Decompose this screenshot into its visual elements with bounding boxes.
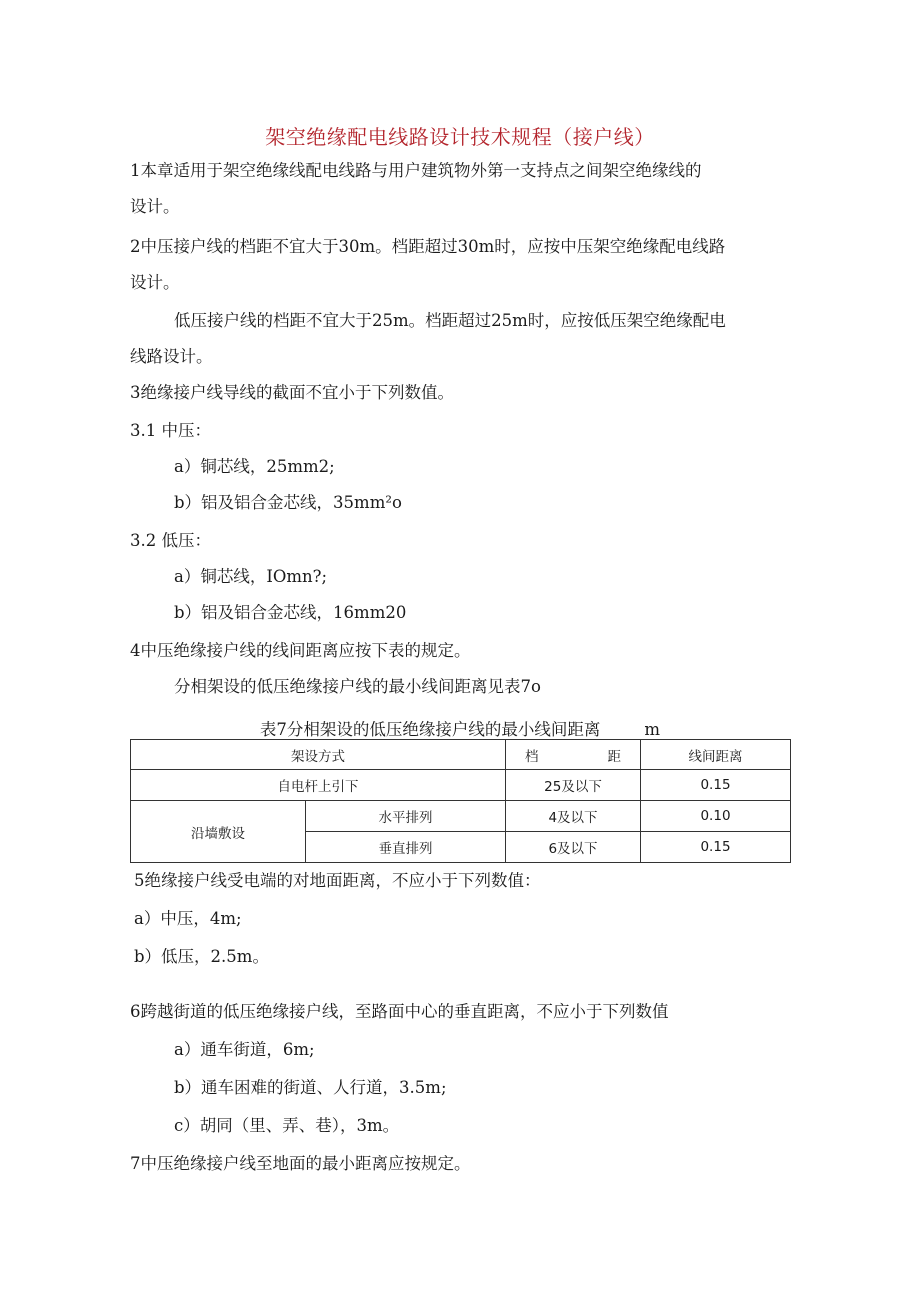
- clause-2-low-line-1: 低压接户线的档距不宜大于25m。档距超过25m时，应按低压架空绝缘配电: [174, 311, 726, 330]
- row-1-method: 自电杆上引下: [131, 770, 506, 801]
- header-spacing: 线间距离: [641, 740, 791, 770]
- clause-7-line: 7中压绝缘接户线至地面的最小距离应按规定。: [130, 1154, 471, 1173]
- row-2-sub: 水平排列: [306, 801, 506, 832]
- table-row: [131, 770, 791, 801]
- row-1-spacing: 0.15: [641, 770, 791, 801]
- table-caption-text: 表7分相架设的低压绝缘接户线的最小线间距离: [259, 720, 601, 739]
- clause-5-a: a）中压，4m;: [134, 909, 242, 928]
- row-3-spacing: 0.15: [641, 832, 791, 863]
- clause-5-line: 5绝缘接户线受电端的对地面距离，不应小于下列数值：: [134, 871, 541, 890]
- clause-3-1-heading: 3.1 中压：: [130, 421, 211, 440]
- clause-6-a: a）通车街道，6m;: [174, 1040, 315, 1059]
- clause-4-table-ref: 分相架设的低压绝缘接户线的最小线间距离见表7o: [174, 677, 541, 696]
- document-title: 架空绝缘配电线路设计技术规程（接户线）: [265, 125, 655, 149]
- row-1-span: 25及以下: [506, 770, 641, 801]
- clause-6-c: c）胡同（里、弄、巷），3m。: [174, 1116, 400, 1135]
- table-unit: m: [644, 720, 661, 739]
- spacing-table: [130, 739, 791, 863]
- clause-5-b: b）低压，2.5m。: [134, 947, 269, 966]
- clause-3-line: 3绝缘接户线导线的截面不宜小于下列数值。: [130, 383, 454, 402]
- row-3-sub: 垂直排列: [306, 832, 506, 863]
- table-row: [131, 801, 791, 832]
- clause-1-line-2: 设计。: [130, 197, 180, 216]
- clause-3-1-a: a）铜芯线，25mm2;: [174, 457, 335, 476]
- clause-3-2-b: b）铝及铝合金芯线，16mm20: [174, 603, 407, 622]
- row-3-span: 6及以下: [506, 832, 641, 863]
- header-span-text: 档距: [525, 748, 621, 765]
- table-header-row: [131, 740, 791, 770]
- clause-6-b: b）通车困难的街道、人行道，3.5m;: [174, 1078, 447, 1097]
- clause-2-low-line-2: 线路设计。: [130, 347, 213, 366]
- row-2-span: 4及以下: [506, 801, 641, 832]
- row-2-method: 沿墙敷设: [131, 801, 306, 863]
- header-method: 架设方式: [131, 740, 506, 770]
- table-caption: [130, 716, 790, 740]
- clause-2-line-2: 设计。: [130, 273, 180, 292]
- clause-3-2-a: a）铜芯线，IOmn?;: [174, 567, 328, 586]
- row-2-spacing: 0.10: [641, 801, 791, 832]
- header-span: [506, 740, 641, 770]
- clause-2-line-1: 2中压接户线的档距不宜大于30m。档距超过30m时，应按中压架空绝缘配电线路: [130, 237, 726, 256]
- clause-4-line: 4中压绝缘接户线的线间距离应按下表的规定。: [130, 641, 471, 660]
- clause-3-2-heading: 3.2 低压：: [130, 531, 211, 550]
- clause-3-1-b: b）铝及铝合金芯线，35mm²o: [174, 493, 402, 512]
- clause-1-line-1: 1本章适用于架空绝缘线配电线路与用户建筑物外第一支持点之间架空绝缘线的: [130, 161, 702, 180]
- clause-6-line: 6跨越街道的低压绝缘接户线，至路面中心的垂直距离，不应小于下列数值: [130, 1002, 669, 1021]
